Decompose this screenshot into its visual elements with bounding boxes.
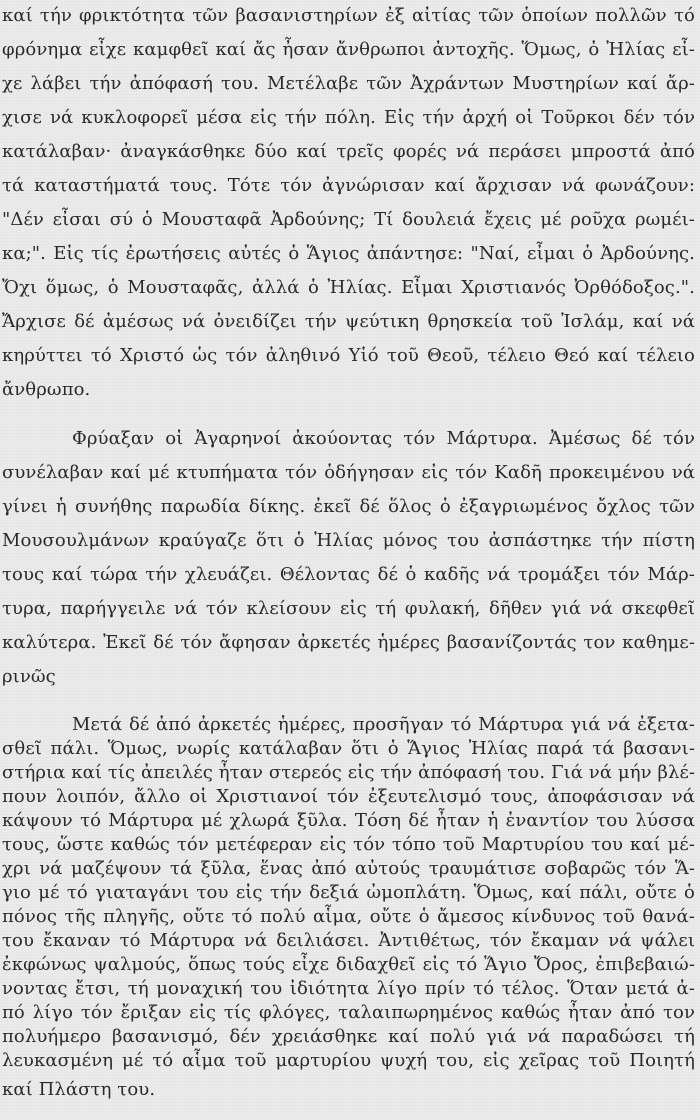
text-line: του ἔκαναν τό Μάρτυρα νά δειλιάσει. Ἀντιθέτως, τόν ἔκαμαν νά ψάλει [2,930,695,951]
text-line: ἄνθρωπο. [2,379,91,400]
text-line: τους, ὥστε καθώς τόν μετέφεραν εἰς τόν τόπο τοῦ Μαρτυρίου του καί μέ- [2,834,695,855]
text-line: χε λάβει τήν ἀπόφασή του. Μετέλαβε τῶν Ἀχράντων Μυστηρίων καί ἄρ- [2,73,695,94]
text-line: χρι νά μαζέψουν τά ξῦλα, ἕνας ἀπό αὐτούς τραυμάτισε σοβαρῶς τόν Ἅ- [2,858,695,879]
text-line: καί Πλάστη του. [2,1079,156,1100]
text-line: κηρύττει τό Χριστό ὡς τόν ἀληθινό Υἱό τοῦ Θεοῦ, τέλειο Θεό καί τέλειο [2,345,695,366]
text-line: ἐκφώνως ψαλμούς, ὅπως τούς εἶχε διδαχθεῖ εἰς τό Ἅγιο Ὄρος, ἐπιβεβαιώ- [2,954,695,975]
text-line: τά καταστήματά τους. Τότε τόν ἀγνώρισαν καί ἄρχισαν νά φωνάζουν: [2,175,695,196]
text-line: Ἄρχισε δέ ἀμέσως νά ὀνειδίζει τήν ψεύτικη θρησκεία τοῦ Ἰσλάμ, καί νά [2,311,695,332]
text-line: κάψουν τό Μάρτυρα μέ χλωρά ξῦλα. Τόση δέ ἦταν ἡ ἐναντίον του λύσσα [2,810,695,831]
text-line: τους καί τώρα τήν χλευάζει. Θέλοντας δέ ὁ καδῆς νά τρομάξει τόν Μάρ- [2,564,695,585]
text-line: ρινῶς [2,666,56,687]
text-line: χισε νά κυκλοφορεῖ μέσα εἰς τήν πόλη. Εἰς τήν ἀρχή οἱ Τοῦρκοι δέν τόν [2,107,695,128]
text-line: γίνει ἡ συνήθης παρωδία δίκης. ἐκεῖ δέ ὅλος ὁ ἐξαγριωμένος ὄχλος τῶν [2,496,695,517]
text-line: φρόνημα εἶχε καμφθεῖ καί ἄς ἦσαν ἄνθρωποι ἀντοχῆς. Ὅμως, ὁ Ἠλίας εἶ- [2,39,695,60]
text-line: πολυήμερο βασανισμό, δέν χρειάσθηκε καί πολύ γιά νά παραδώσει τή [2,1026,695,1047]
text-line: πό λίγο τόν ἔριξαν εἰς τίς φλόγες, ταλαιπωρημένος καθώς ἦταν ἀπό τον [2,1002,695,1023]
text-line: Μετά δέ ἀπό ἀρκετές ἡμέρες, προσῆγαν τό Μάρτυρα γιά νά ἐξετα- [72,714,695,735]
text-line: κα;". Εἰς τίς ἐρωτήσεις αὐτές ὁ Ἅγιος ἀπάντησε: "Ναί, εἶμαι ὁ Ἀρδούνης. [2,243,695,264]
text-line: πόνος τῆς πληγῆς, οὔτε τό πολύ αἷμα, οὔτε ὁ ἄμεσος κίνδυνος τοῦ θανά- [2,906,695,927]
text-line: λευκασμένη μέ τό αἷμα τοῦ μαρτυρίου ψυχή του, εἰς χεῖρας τοῦ Ποιητή [2,1050,695,1071]
text-line: Ὄχι ὅμως, ὁ Μουσταφᾶς, ἀλλά ὁ Ἠλίας. Εἶμαι Χριστιανός Ὀρθόδοξος.". [2,277,695,298]
text-line: συνέλαβαν καί μέ κτυπήματα τόν ὁδήγησαν εἰς τόν Καδῆ προκειμένου νά [2,462,695,483]
text-line: πουν λοιπόν, ἄλλο οἱ Χριστιανοί τόν ἐξευτελισμό τους, ἀποφάσισαν νά [2,786,695,807]
text-line: τυρα, παρήγγειλε νά τόν κλείσουν εἰς τή φυλακή, δῆθεν γιά νά σκεφθεῖ [2,598,695,619]
text-line: κατάλαβαν· ἀναγκάσθηκε δύο καί τρεῖς φορές νά περάσει μπροστά ἀπό [2,141,695,162]
text-line: νοντας ἔτσι, τή μοναχική του ἰδιότητα λίγο πρίν τό τέλος. Ὅταν μετά ἀ- [2,978,695,999]
text-line: καλύτερα. Ἐκεῖ δέ τόν ἄφησαν ἀρκετές ἡμέρες βασανίζοντάς τον καθημε- [2,632,695,653]
text-line: Μουσουλμάνων κραύγαζε ὅτι ὁ Ἠλίας μόνος του ἀσπάστηκε τήν πίστη [2,530,695,551]
text-line: σθεῖ πάλι. Ὅμως, νωρίς κατάλαβαν ὅτι ὁ Ἅγιος Ἠλίας παρά τά βασανι- [2,738,695,759]
text-line: Φρύαξαν οἱ Ἀγαρηνοί ἀκούοντας τόν Μάρτυρα. Ἀμέσως δέ τόν [72,428,695,449]
text-line: καί τήν φρικτότητα τῶν βασανιστηρίων ἐξ αἰτίας τῶν ὁποίων πολλῶν τό [2,5,695,26]
text-line: "Δέν εἶσαι σύ ὁ Μουσταφᾶ Ἀρδούνης; Τί δουλειά ἔχεις μέ ροῦχα ρωμέι- [2,209,695,230]
text-line: στήρια καί τίς ἀπειλές ἦταν στερεός εἰς τήν ἀπόφασή του. Γιά νά μήν βλέ- [2,762,696,783]
text-line: γιο μέ τό γιαταγάνι του εἰς τήν δεξιά ὠμοπλάτη. Ὅμως, καί πάλι, οὔτε ὁ [2,882,695,903]
